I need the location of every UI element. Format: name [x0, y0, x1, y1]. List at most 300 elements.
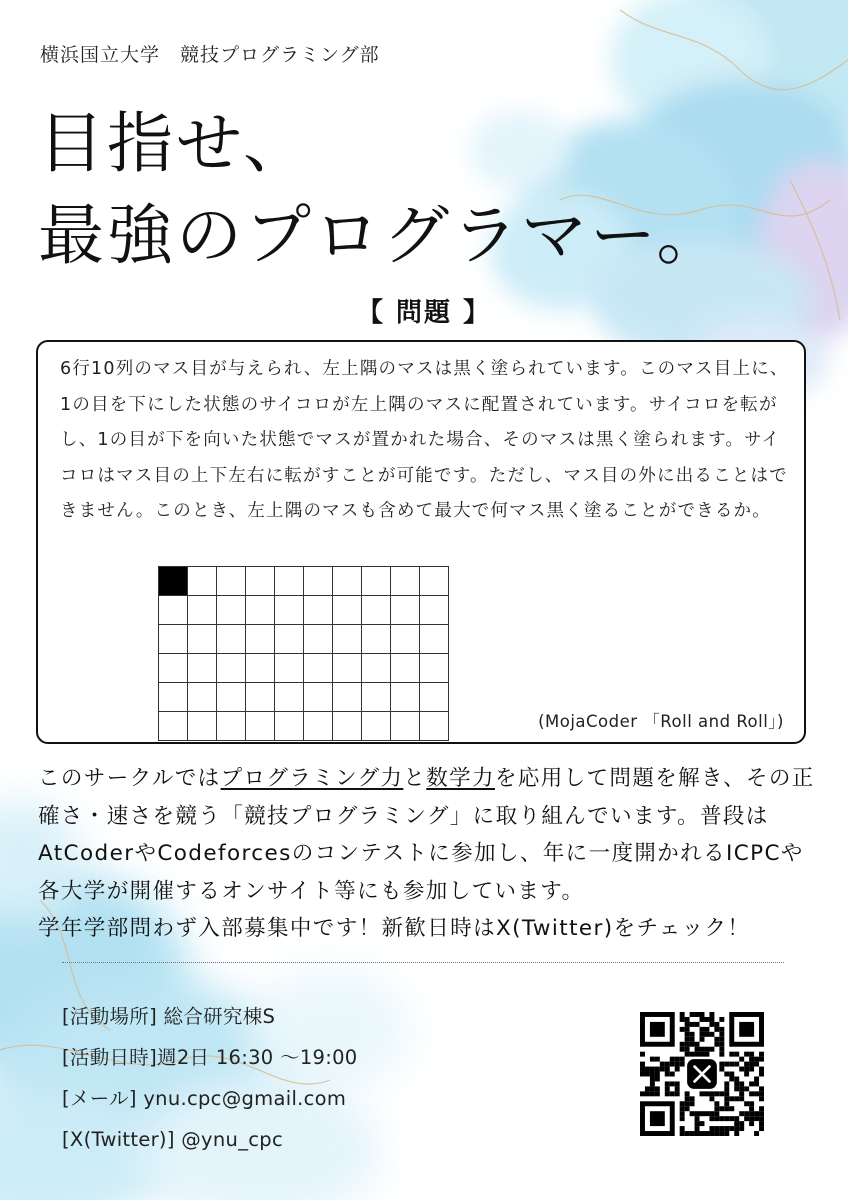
- qr-module: [749, 1067, 754, 1072]
- grid-cell: [362, 625, 391, 654]
- info-place: [活動場所] 総合研究棟S: [62, 1005, 276, 1028]
- qr-module: [670, 1072, 675, 1077]
- grid-cell: [304, 625, 333, 654]
- qr-module: [749, 1116, 754, 1121]
- problem-box: [36, 340, 806, 744]
- qr-module: [729, 1062, 734, 1067]
- qr-module: [714, 1042, 719, 1047]
- qr-module: [685, 1042, 690, 1047]
- qr-module: [744, 1116, 749, 1121]
- qr-module: [744, 1111, 749, 1116]
- qr-module: [680, 1101, 685, 1106]
- qr-module: [700, 1052, 705, 1057]
- qr-module: [700, 1027, 705, 1032]
- grid-cell: [333, 712, 362, 741]
- qr-module: [719, 1116, 724, 1121]
- qr-module: [734, 1081, 739, 1086]
- qr-module: [749, 1062, 754, 1067]
- qr-finder-pattern: [739, 1022, 754, 1037]
- grid-cell: [159, 654, 188, 683]
- grid-cell: [304, 712, 333, 741]
- grid-cell: [275, 683, 304, 712]
- qr-module: [695, 1042, 700, 1047]
- qr-module: [734, 1121, 739, 1126]
- qr-module: [749, 1052, 754, 1057]
- qr-module: [655, 1086, 660, 1091]
- qr-module: [719, 1042, 724, 1047]
- grid-cell: [391, 596, 420, 625]
- grid-cell: [420, 625, 449, 654]
- qr-module: [724, 1106, 729, 1111]
- qr-module: [695, 1111, 700, 1116]
- info-twitter[interactable]: [X(Twitter)] @ynu_cpc: [62, 1128, 283, 1151]
- grid-cell: [246, 654, 275, 683]
- qr-module: [709, 1131, 714, 1136]
- qr-module: [655, 1072, 660, 1077]
- qr-module: [744, 1052, 749, 1057]
- qr-module: [749, 1106, 754, 1111]
- qr-module: [650, 1086, 655, 1091]
- qr-module: [685, 1032, 690, 1037]
- qr-module: [655, 1057, 660, 1062]
- grid-cell: [217, 654, 246, 683]
- qr-module: [700, 1131, 705, 1136]
- qr-module: [724, 1062, 729, 1067]
- qr-module: [729, 1116, 734, 1121]
- qr-module: [690, 1022, 695, 1027]
- qr-module: [650, 1081, 655, 1086]
- qr-module: [640, 1062, 645, 1067]
- desc-part-3: を応用して問題を解き、その正確さ・速さを競う「競技プログラミング」に取り組んでいます。普段はAtCoderやCodeforcesのコンテストに参加し、年に一度開かれるICPCや各大学が開催するオンサイト等にも参加しています。: [38, 766, 815, 904]
- grid-cell: [217, 596, 246, 625]
- qr-module: [734, 1131, 739, 1136]
- qr-module: [759, 1111, 764, 1116]
- qr-module: [675, 1062, 680, 1067]
- grid-cell: [420, 567, 449, 596]
- grid-cell: [333, 596, 362, 625]
- grid-cell: [159, 567, 188, 596]
- qr-module: [650, 1057, 655, 1062]
- qr-module: [700, 1037, 705, 1042]
- qr-module: [700, 1047, 705, 1052]
- qr-module: [734, 1076, 739, 1081]
- qr-module: [714, 1091, 719, 1096]
- qr-module: [739, 1081, 744, 1086]
- qr-module: [739, 1057, 744, 1062]
- qr-module: [709, 1032, 714, 1037]
- qr-module: [714, 1111, 719, 1116]
- grid-cell: [333, 683, 362, 712]
- qr-module: [714, 1022, 719, 1027]
- qr-module: [680, 1116, 685, 1121]
- qr-module: [754, 1062, 759, 1067]
- qr-module: [675, 1081, 680, 1086]
- qr-module: [685, 1106, 690, 1111]
- qr-module: [719, 1091, 724, 1096]
- qr-module: [739, 1126, 744, 1131]
- dotted-divider: [62, 962, 784, 963]
- qr-module: [759, 1072, 764, 1077]
- qr-module: [680, 1106, 685, 1111]
- grid-cell: [391, 625, 420, 654]
- grid-cell: [391, 683, 420, 712]
- qr-module: [709, 1091, 714, 1096]
- qr-module: [704, 1111, 709, 1116]
- qr-module: [640, 1091, 645, 1096]
- qr-module: [695, 1012, 700, 1017]
- problem-text: 6行10列のマス目が与えられ、左上隅のマスは黒く塗られています。このマス目上に、1の目を下にした状態のサイコロが左上隅のマスに配置されています。サイコロを転がし、1の目が下を向いた状態でマスが置かれた場合、そのマスは黒く塗られます。サイコロはマス目の上下左右に転がすことが可能です。ただし、マス目の外に出ることはできません。このとき、左上隅のマスも含めて最大で何マス黒く塗ることができるか。: [60, 359, 789, 521]
- grid-cell: [159, 625, 188, 654]
- qr-module: [675, 1091, 680, 1096]
- grid-cell: [420, 654, 449, 683]
- qr-module: [749, 1101, 754, 1106]
- qr-module: [680, 1126, 685, 1131]
- qr-module: [655, 1091, 660, 1096]
- grid-cell: [188, 654, 217, 683]
- qr-module: [729, 1096, 734, 1101]
- desc-underline-math: 数学力: [426, 766, 495, 791]
- qr-module: [675, 1086, 680, 1091]
- qr-module: [685, 1131, 690, 1136]
- grid-cell: [217, 567, 246, 596]
- qr-module: [719, 1126, 724, 1131]
- qr-module: [744, 1101, 749, 1106]
- qr-module: [690, 1111, 695, 1116]
- qr-module: [655, 1067, 660, 1072]
- qr-module: [719, 1062, 724, 1067]
- qr-module: [670, 1091, 675, 1096]
- qr-module: [719, 1067, 724, 1072]
- grid-cell: [188, 625, 217, 654]
- qr-module: [690, 1012, 695, 1017]
- headline-line-2: 最強のプログラマー。: [38, 197, 726, 274]
- qr-module: [754, 1076, 759, 1081]
- qr-module: [739, 1067, 744, 1072]
- club-description: [38, 760, 818, 948]
- qr-module: [734, 1052, 739, 1057]
- qr-module: [759, 1121, 764, 1126]
- qr-module: [744, 1072, 749, 1077]
- qr-module: [695, 1052, 700, 1057]
- qr-module: [724, 1091, 729, 1096]
- desc-recruit: 学年学部問わず入部募集中です！新歓日時はX(Twitter)をチェック！: [38, 916, 751, 941]
- grid-cell: [391, 654, 420, 683]
- problem-label: 【 問題 】: [356, 298, 492, 328]
- info-mail[interactable]: [メール] ynu.cpc@gmail.com: [62, 1087, 347, 1110]
- grid-cell: [362, 567, 391, 596]
- club-name: 横浜国立大学 競技プログラミング部: [40, 44, 380, 66]
- qr-module: [759, 1086, 764, 1091]
- qr-module: [665, 1067, 670, 1072]
- qr-module: [645, 1091, 650, 1096]
- qr-module: [685, 1101, 690, 1106]
- qr-module: [744, 1062, 749, 1067]
- qr-module: [645, 1072, 650, 1077]
- qr-module: [680, 1042, 685, 1047]
- qr-module: [729, 1072, 734, 1077]
- qr-module: [680, 1012, 685, 1017]
- qr-module: [719, 1131, 724, 1136]
- grid-cell: [159, 712, 188, 741]
- qr-module: [704, 1052, 709, 1057]
- qr-module: [759, 1106, 764, 1111]
- qr-module: [685, 1096, 690, 1101]
- qr-code[interactable]: [640, 1012, 764, 1136]
- qr-module: [714, 1106, 719, 1111]
- qr-module: [704, 1017, 709, 1022]
- qr-module: [670, 1081, 675, 1086]
- qr-module: [650, 1067, 655, 1072]
- qr-module: [759, 1091, 764, 1096]
- grid-cell: [275, 596, 304, 625]
- qr-module: [690, 1101, 695, 1106]
- qr-module: [754, 1091, 759, 1096]
- grid-cell: [333, 654, 362, 683]
- info-schedule: [活動日時]週2日 16:30 ～19:00: [62, 1046, 358, 1069]
- grid-cell: [362, 596, 391, 625]
- qr-module: [739, 1086, 744, 1091]
- qr-module: [709, 1017, 714, 1022]
- qr-module: [749, 1057, 754, 1062]
- grid-cell: [420, 596, 449, 625]
- grid-cell: [275, 567, 304, 596]
- grid-cell: [304, 596, 333, 625]
- grid-cell: [246, 712, 275, 741]
- qr-module: [685, 1022, 690, 1027]
- qr-module: [729, 1106, 734, 1111]
- grid-cell: [333, 567, 362, 596]
- qr-module: [680, 1131, 685, 1136]
- qr-module: [734, 1096, 739, 1101]
- desc-part-1: このサークルでは: [38, 766, 221, 791]
- grid-cell: [217, 712, 246, 741]
- qr-module: [685, 1052, 690, 1057]
- qr-module: [714, 1131, 719, 1136]
- qr-module: [734, 1126, 739, 1131]
- qr-module: [645, 1067, 650, 1072]
- qr-module: [724, 1101, 729, 1106]
- qr-module: [660, 1062, 665, 1067]
- qr-module: [695, 1121, 700, 1126]
- qr-module: [640, 1052, 645, 1057]
- qr-module: [734, 1116, 739, 1121]
- qr-module: [754, 1081, 759, 1086]
- qr-module: [709, 1096, 714, 1101]
- qr-module: [714, 1126, 719, 1131]
- qr-module: [670, 1062, 675, 1067]
- qr-finder-pattern: [650, 1022, 665, 1037]
- qr-module: [759, 1052, 764, 1057]
- qr-module: [690, 1032, 695, 1037]
- qr-module: [690, 1042, 695, 1047]
- qr-module: [665, 1062, 670, 1067]
- desc-part-2: と: [403, 766, 427, 791]
- qr-module: [700, 1121, 705, 1126]
- qr-module: [685, 1047, 690, 1052]
- grid-cell: [159, 596, 188, 625]
- qr-module: [724, 1081, 729, 1086]
- qr-module: [709, 1111, 714, 1116]
- qr-module: [759, 1067, 764, 1072]
- qr-module: [704, 1091, 709, 1096]
- club-info: [62, 996, 358, 1160]
- grid-cell: [275, 654, 304, 683]
- qr-module: [754, 1131, 759, 1136]
- qr-module: [749, 1091, 754, 1096]
- grid-cell: [246, 683, 275, 712]
- qr-module: [685, 1027, 690, 1032]
- qr-module: [704, 1047, 709, 1052]
- qr-module: [640, 1072, 645, 1077]
- qr-module: [700, 1017, 705, 1022]
- qr-module: [734, 1086, 739, 1091]
- grid-cell: [304, 654, 333, 683]
- qr-module: [724, 1116, 729, 1121]
- qr-module: [739, 1096, 744, 1101]
- qr-module: [690, 1052, 695, 1057]
- qr-module: [719, 1052, 724, 1057]
- qr-module: [749, 1081, 754, 1086]
- qr-module: [714, 1037, 719, 1042]
- qr-module: [759, 1096, 764, 1101]
- grid-cell: [275, 625, 304, 654]
- qr-module: [719, 1027, 724, 1032]
- qr-module: [719, 1017, 724, 1022]
- qr-module: [670, 1057, 675, 1062]
- grid-cell: [304, 683, 333, 712]
- grid-cell: [420, 683, 449, 712]
- grid-cell: [159, 683, 188, 712]
- grid-cell: [188, 683, 217, 712]
- qr-module: [665, 1086, 670, 1091]
- qr-module: [680, 1017, 685, 1022]
- qr-module: [754, 1057, 759, 1062]
- qr-module: [690, 1037, 695, 1042]
- grid-cell: [246, 567, 275, 596]
- qr-module: [754, 1111, 759, 1116]
- qr-module: [695, 1131, 700, 1136]
- qr-module: [650, 1072, 655, 1077]
- qr-module: [685, 1091, 690, 1096]
- grid-cell: [333, 625, 362, 654]
- qr-module: [714, 1027, 719, 1032]
- qr-module: [709, 1116, 714, 1121]
- qr-module: [759, 1116, 764, 1121]
- qr-module: [685, 1017, 690, 1022]
- qr-module: [709, 1022, 714, 1027]
- qr-module: [709, 1047, 714, 1052]
- qr-module: [729, 1126, 734, 1131]
- qr-module: [700, 1091, 705, 1096]
- problem-grid: [158, 566, 449, 741]
- qr-module: [660, 1067, 665, 1072]
- qr-module: [724, 1086, 729, 1091]
- qr-module: [690, 1096, 695, 1101]
- qr-module: [650, 1091, 655, 1096]
- qr-module: [665, 1081, 670, 1086]
- qr-module: [665, 1072, 670, 1077]
- desc-underline-programming: プログラミング力: [220, 766, 404, 791]
- qr-module: [680, 1047, 685, 1052]
- qr-module: [695, 1022, 700, 1027]
- qr-module: [724, 1126, 729, 1131]
- qr-module: [655, 1076, 660, 1081]
- qr-module: [704, 1032, 709, 1037]
- qr-module: [680, 1062, 685, 1067]
- qr-module: [714, 1101, 719, 1106]
- qr-finder-pattern: [650, 1111, 665, 1126]
- qr-module: [700, 1032, 705, 1037]
- qr-module: [719, 1032, 724, 1037]
- grid-cell: [362, 712, 391, 741]
- qr-module: [724, 1096, 729, 1101]
- qr-module: [729, 1076, 734, 1081]
- qr-module: [734, 1062, 739, 1067]
- qr-module: [759, 1126, 764, 1131]
- grid-cell: [362, 654, 391, 683]
- qr-module: [729, 1052, 734, 1057]
- qr-module: [680, 1027, 685, 1032]
- problem-source: (MojaCoder 「Roll and Roll」): [538, 712, 784, 731]
- qr-module: [650, 1076, 655, 1081]
- qr-module: [724, 1072, 729, 1077]
- qr-module: [695, 1047, 700, 1052]
- qr-module: [709, 1126, 714, 1131]
- grid-cell: [246, 596, 275, 625]
- grid-cell: [391, 712, 420, 741]
- qr-module: [695, 1126, 700, 1131]
- qr-module: [700, 1012, 705, 1017]
- qr-module: [665, 1091, 670, 1096]
- qr-module: [700, 1111, 705, 1116]
- qr-module: [744, 1067, 749, 1072]
- qr-module: [645, 1086, 650, 1091]
- grid-cell: [304, 567, 333, 596]
- grid-cell: [420, 712, 449, 741]
- qr-module: [690, 1131, 695, 1136]
- qr-module: [680, 1057, 685, 1062]
- qr-module: [724, 1131, 729, 1136]
- qr-module: [675, 1057, 680, 1062]
- qr-module: [759, 1057, 764, 1062]
- qr-module: [704, 1131, 709, 1136]
- headline-line-1: 目指せ、: [38, 105, 313, 182]
- grid-cell: [275, 712, 304, 741]
- qr-module: [719, 1047, 724, 1052]
- qr-module: [749, 1121, 754, 1126]
- qr-module: [704, 1027, 709, 1032]
- qr-module: [739, 1091, 744, 1096]
- grid-cell: [188, 596, 217, 625]
- grid-cell: [188, 567, 217, 596]
- qr-module: [749, 1111, 754, 1116]
- qr-module: [675, 1067, 680, 1072]
- qr-module: [754, 1116, 759, 1121]
- grid-cell: [391, 567, 420, 596]
- grid-cell: [362, 683, 391, 712]
- qr-module: [744, 1086, 749, 1091]
- qr-module: [714, 1116, 719, 1121]
- qr-module: [685, 1037, 690, 1042]
- grid-cell: [217, 683, 246, 712]
- qr-module: [739, 1111, 744, 1116]
- qr-module: [640, 1067, 645, 1072]
- grid-cell: [188, 712, 217, 741]
- headline: [38, 98, 725, 282]
- qr-module: [709, 1012, 714, 1017]
- grid-cell: [246, 625, 275, 654]
- qr-module: [719, 1037, 724, 1042]
